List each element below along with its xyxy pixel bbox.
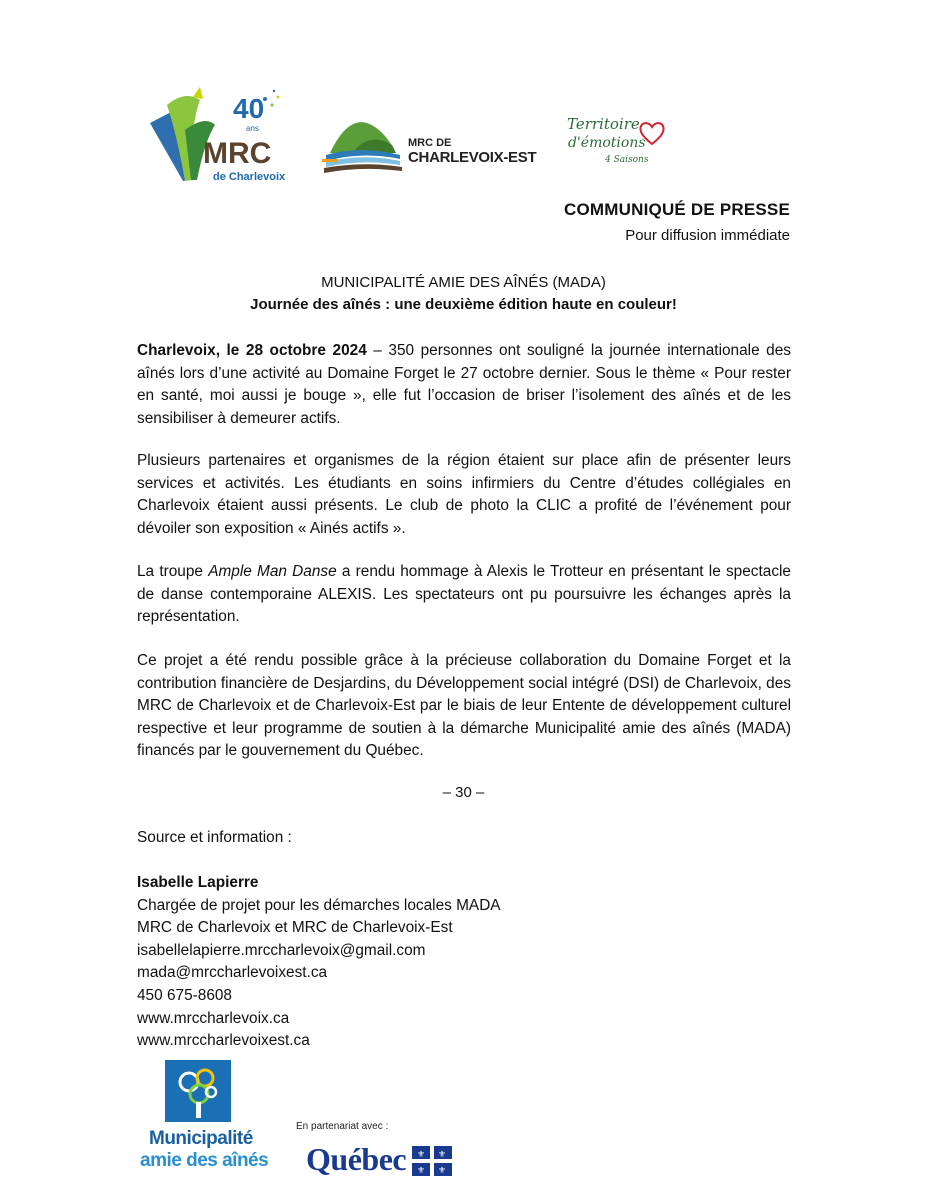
mada-logo xyxy=(165,1060,231,1122)
press-release-subtitle: Pour diffusion immédiate xyxy=(625,227,790,244)
territoire-emotions-logo xyxy=(565,115,670,177)
mrc-charlevoix-est-logo xyxy=(322,115,562,175)
contact-website-2[interactable]: www.mrccharlevoixest.ca xyxy=(137,1032,310,1050)
press-release-title: COMMUNIQUÉ DE PRESSE xyxy=(564,200,790,219)
heart-icon xyxy=(637,119,667,147)
partner-label: En partenariat avec : xyxy=(296,1121,389,1132)
mrc-logo-sub: de Charlevoix xyxy=(213,171,286,183)
contact-email-2[interactable]: mada@mrccharlevoixest.ca xyxy=(137,964,328,982)
paragraph-3 xyxy=(137,561,791,629)
charlevoix-est-mountain-icon xyxy=(322,115,404,173)
svg-text:⚜: ⚜ xyxy=(438,1166,447,1176)
mrc-anniversary-unit: ans xyxy=(246,124,259,133)
territoire-line2: d'émotions xyxy=(568,135,646,151)
svg-text:⚜: ⚜ xyxy=(417,1166,426,1176)
paragraph-3-text-b: a rendu hommage à Alexis le Trotteur en présentant le spectacle de danse contemporaine ALEXIS. Les spectateurs ont pu poursuivre les échanges après la représentation. xyxy=(137,563,791,626)
contact-block xyxy=(137,872,501,1053)
paragraph-2: Plusieurs partenaires et organismes de la région étaient sur place afin de présenter leurs services et activités. Les étudiants en soins infirmiers du Centre d’études collégiales en Charlevoix étaient aussi présents. Le club de photo la CLIC a profité de l’événement pour dévoiler son exposition « Ainés actifs ». xyxy=(137,452,791,537)
kicker: MUNICIPALITÉ AMIE DES AÎNÉS (MADA) xyxy=(321,274,606,291)
contact-email-1[interactable]: isabellelapierre.mrccharlevoix@gmail.com xyxy=(137,941,426,959)
quebec-wordmark: Québec xyxy=(306,1141,407,1177)
troupe-name: Ample Man Danse xyxy=(208,563,337,580)
mada-logo-line1: Municipalité xyxy=(149,1128,253,1149)
mrc-anniversary-number: 40 xyxy=(233,93,265,124)
contact-org: MRC de Charlevoix et MRC de Charlevoix-Est xyxy=(137,919,453,937)
contact-role: Chargée de projet pour les démarches locales MADA xyxy=(137,896,501,914)
svg-text:⚜: ⚜ xyxy=(438,1150,447,1160)
paragraph-1 xyxy=(137,340,791,430)
contact-phone: 450 675-8608 xyxy=(137,986,232,1004)
mada-logo-line2: amie des aînés xyxy=(140,1150,269,1171)
paragraph-4: Ce projet a été rendu possible grâce à la précieuse collaboration du Domaine Forget et la contribution financière de Desjardins, du Développement social intégré (DSI) de Charlevoix, des MRC de Charlevoix et de Charlevoix-Est par le biais de leur Entente de développement culturel respective et leur programme de soutien à la démarche Municipalité amie des aînés (MADA) financés par le gouvernement du Québec. xyxy=(137,652,791,760)
charlevoix-est-line2: CHARLEVOIX-EST xyxy=(408,149,537,166)
contact-name: Isabelle Lapierre xyxy=(137,874,259,891)
territoire-line3: 4 Saisons xyxy=(605,155,649,165)
mrc-logo-name: MRC xyxy=(203,137,272,170)
charlevoix-est-line1: MRC DE xyxy=(408,137,452,149)
dateline: Charlevoix, le 28 octobre 2024 xyxy=(137,342,367,359)
paragraph-1-text: – 350 personnes ont souligné la journée internationale des aînés lors d’une activité au Domaine Forget le 27 octobre dernier. Sous le thème « Pour rester en santé, moi aussi je bouge », elle fut l’occasion de briser l’isolement des aînés et de les sensibiliser à demeurer actifs. xyxy=(137,342,791,427)
svg-text:⚜: ⚜ xyxy=(417,1150,426,1160)
source-label: Source et information : xyxy=(137,829,292,846)
headline: Journée des aînés : une deuxième édition haute en couleur! xyxy=(250,296,677,313)
mrc-charlevoix-logo xyxy=(145,85,295,190)
quebec-flag-icon xyxy=(412,1146,452,1176)
mada-tree-icon xyxy=(165,1060,231,1122)
paragraph-3-text-a: La troupe xyxy=(137,563,209,580)
contact-website-1[interactable]: www.mrccharlevoix.ca xyxy=(137,1009,290,1027)
territoire-line1: Territoire xyxy=(567,115,640,133)
end-mark: – 30 – xyxy=(442,784,485,801)
